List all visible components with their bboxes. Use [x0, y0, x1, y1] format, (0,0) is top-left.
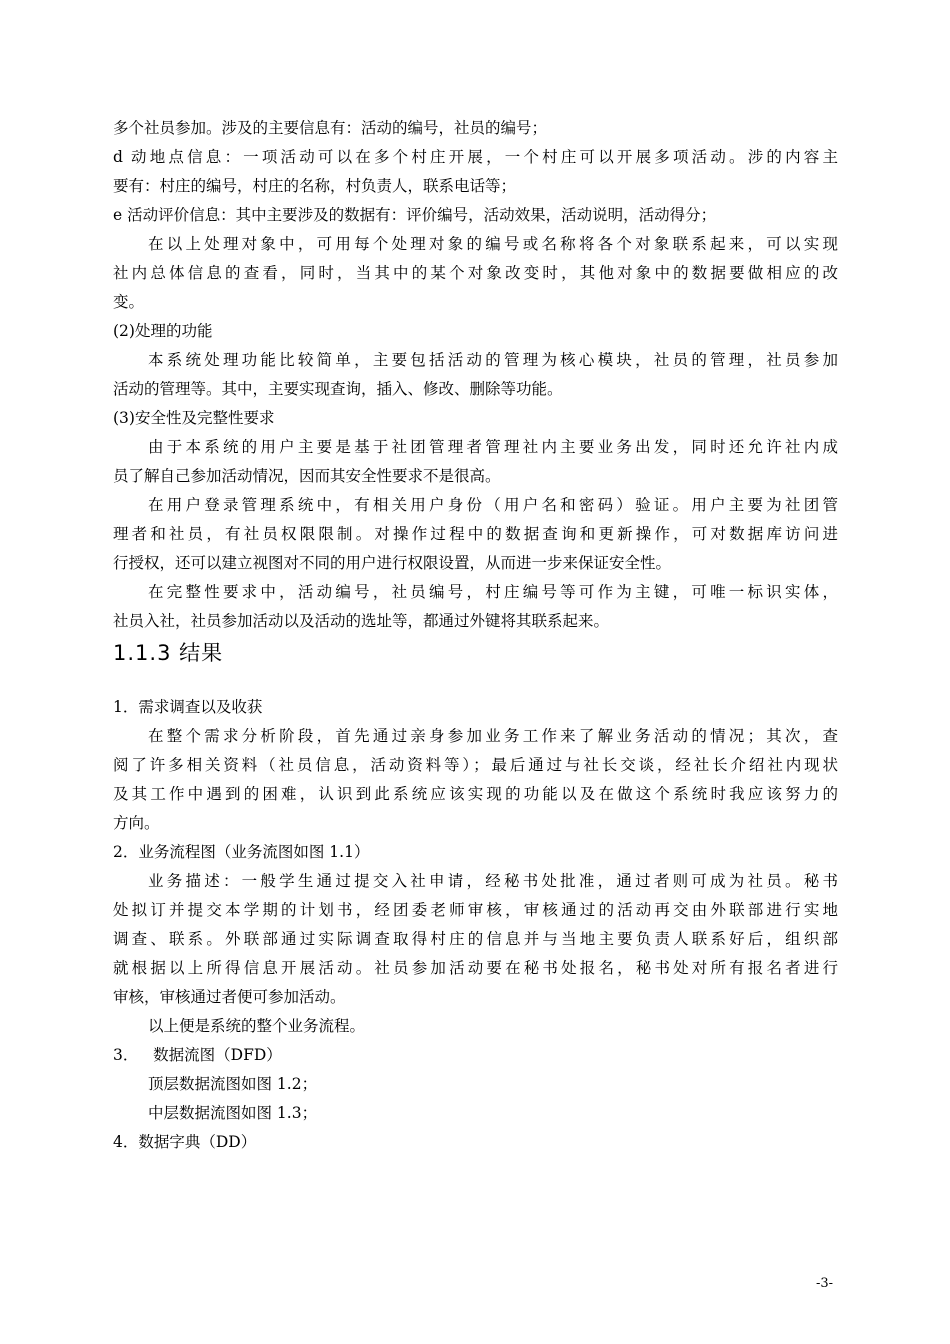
paragraph-first-line: 本系统处理功能比较简单，主要包括活动的管理为核心模块，社员的管理，社员参加	[148, 351, 838, 369]
numbered-item: 4．数据字典（DD）	[113, 1133, 257, 1151]
text-line: 社员入社，社员参加活动以及活动的选址等，都通过外键将其联系起来。	[113, 612, 610, 630]
list-subitem: 顶层数据流图如图 1.2；	[148, 1075, 318, 1093]
paragraph-first-line: 在以上处理对象中，可用每个处理对象的编号或名称将各个对象联系起来，可以实现	[148, 235, 838, 253]
text-line: 处拟订并提交本学期的计划书，经团委老师审核，审核通过的活动再交由外联部进行实地	[113, 901, 838, 919]
subsection-label: (3)安全性及完整性要求	[113, 409, 275, 427]
text-line: 方向。	[113, 814, 160, 832]
paragraph-first-line: 在用户登录管理系统中，有相关用户身份（用户名和密码）验证。用户主要为社团管	[148, 496, 838, 514]
text-line: 阅了许多相关资料（社员信息，活动资料等）；最后通过与社长交谈，经社长介绍社内现状	[113, 756, 838, 774]
text-line: 行授权，还可以建立视图对不同的用户进行权限设置，从而进一步来保证安全性。	[113, 554, 672, 572]
paragraph-first-line: 在完整性要求中，活动编号，社员编号，村庄编号等可作为主键，可唯一标识实体，	[148, 583, 838, 601]
text-line: 变。	[113, 293, 145, 311]
paragraph-first-line: 由于本系统的用户主要是基于社团管理者管理社内主要业务出发，同时还允许社内成	[148, 438, 838, 456]
text-line: 社内总体信息的查看，同时，当其中的某个对象改变时，其他对象中的数据要做相应的改	[113, 264, 838, 282]
text-line: 及其工作中遇到的困难，认识到此系统应该实现的功能以及在做这个系统时我应该努力的	[113, 785, 838, 803]
text-line: 活动的管理等。其中，主要实现查询，插入、修改、删除等功能。	[113, 380, 563, 398]
text-line: 多个社员参加。涉及的主要信息有：活动的编号，社员的编号；	[113, 119, 548, 137]
text-line: 要有：村庄的编号，村庄的名称，村负责人，联系电话等；	[113, 177, 517, 195]
section-heading: 1.1.3 结果	[113, 641, 224, 665]
paragraph-first-line: 在整个需求分析阶段，首先通过亲身参加业务工作来了解业务活动的情况；其次，查	[148, 727, 838, 745]
list-subitem: 中层数据流图如图 1.3；	[148, 1104, 318, 1122]
numbered-item: 2．业务流程图（业务流图如图 1.1）	[113, 843, 370, 861]
numbered-item: 3． 数据流图（DFD）	[113, 1046, 282, 1064]
text-line: e 活动评价信息：其中主要涉及的数据有：评价编号，活动效果，活动说明，活动得分；	[113, 206, 717, 224]
page-number: -3-	[816, 1276, 834, 1291]
paragraph-first-line: 以上便是系统的整个业务流程。	[148, 1017, 366, 1035]
text-line: 调查、联系。外联部通过实际调查取得村庄的信息并与当地主要负责人联系好后，组织部	[113, 930, 838, 948]
numbered-item: 1．需求调查以及收获	[113, 698, 263, 716]
text-line: 员了解自己参加活动情况，因而其安全性要求不是很高。	[113, 467, 501, 485]
text-line: 审核，审核通过者便可参加活动。	[113, 988, 346, 1006]
text-line: 理者和社员，有社员权限限制。对操作过程中的数据查询和更新操作，可对数据库访问进	[113, 525, 838, 543]
subsection-label: (2)处理的功能	[113, 322, 213, 340]
text-line: 就根据以上所得信息开展活动。社员参加活动要在秘书处报名，秘书处对所有报名者进行	[113, 959, 838, 977]
text-line: d 动地点信息：一项活动可以在多个村庄开展，一个村庄可以开展多项活动。涉的内容主	[113, 148, 838, 166]
paragraph-first-line: 业务描述：一般学生通过提交入社申请，经秘书处批准，通过者则可成为社员。秘书	[148, 872, 838, 890]
